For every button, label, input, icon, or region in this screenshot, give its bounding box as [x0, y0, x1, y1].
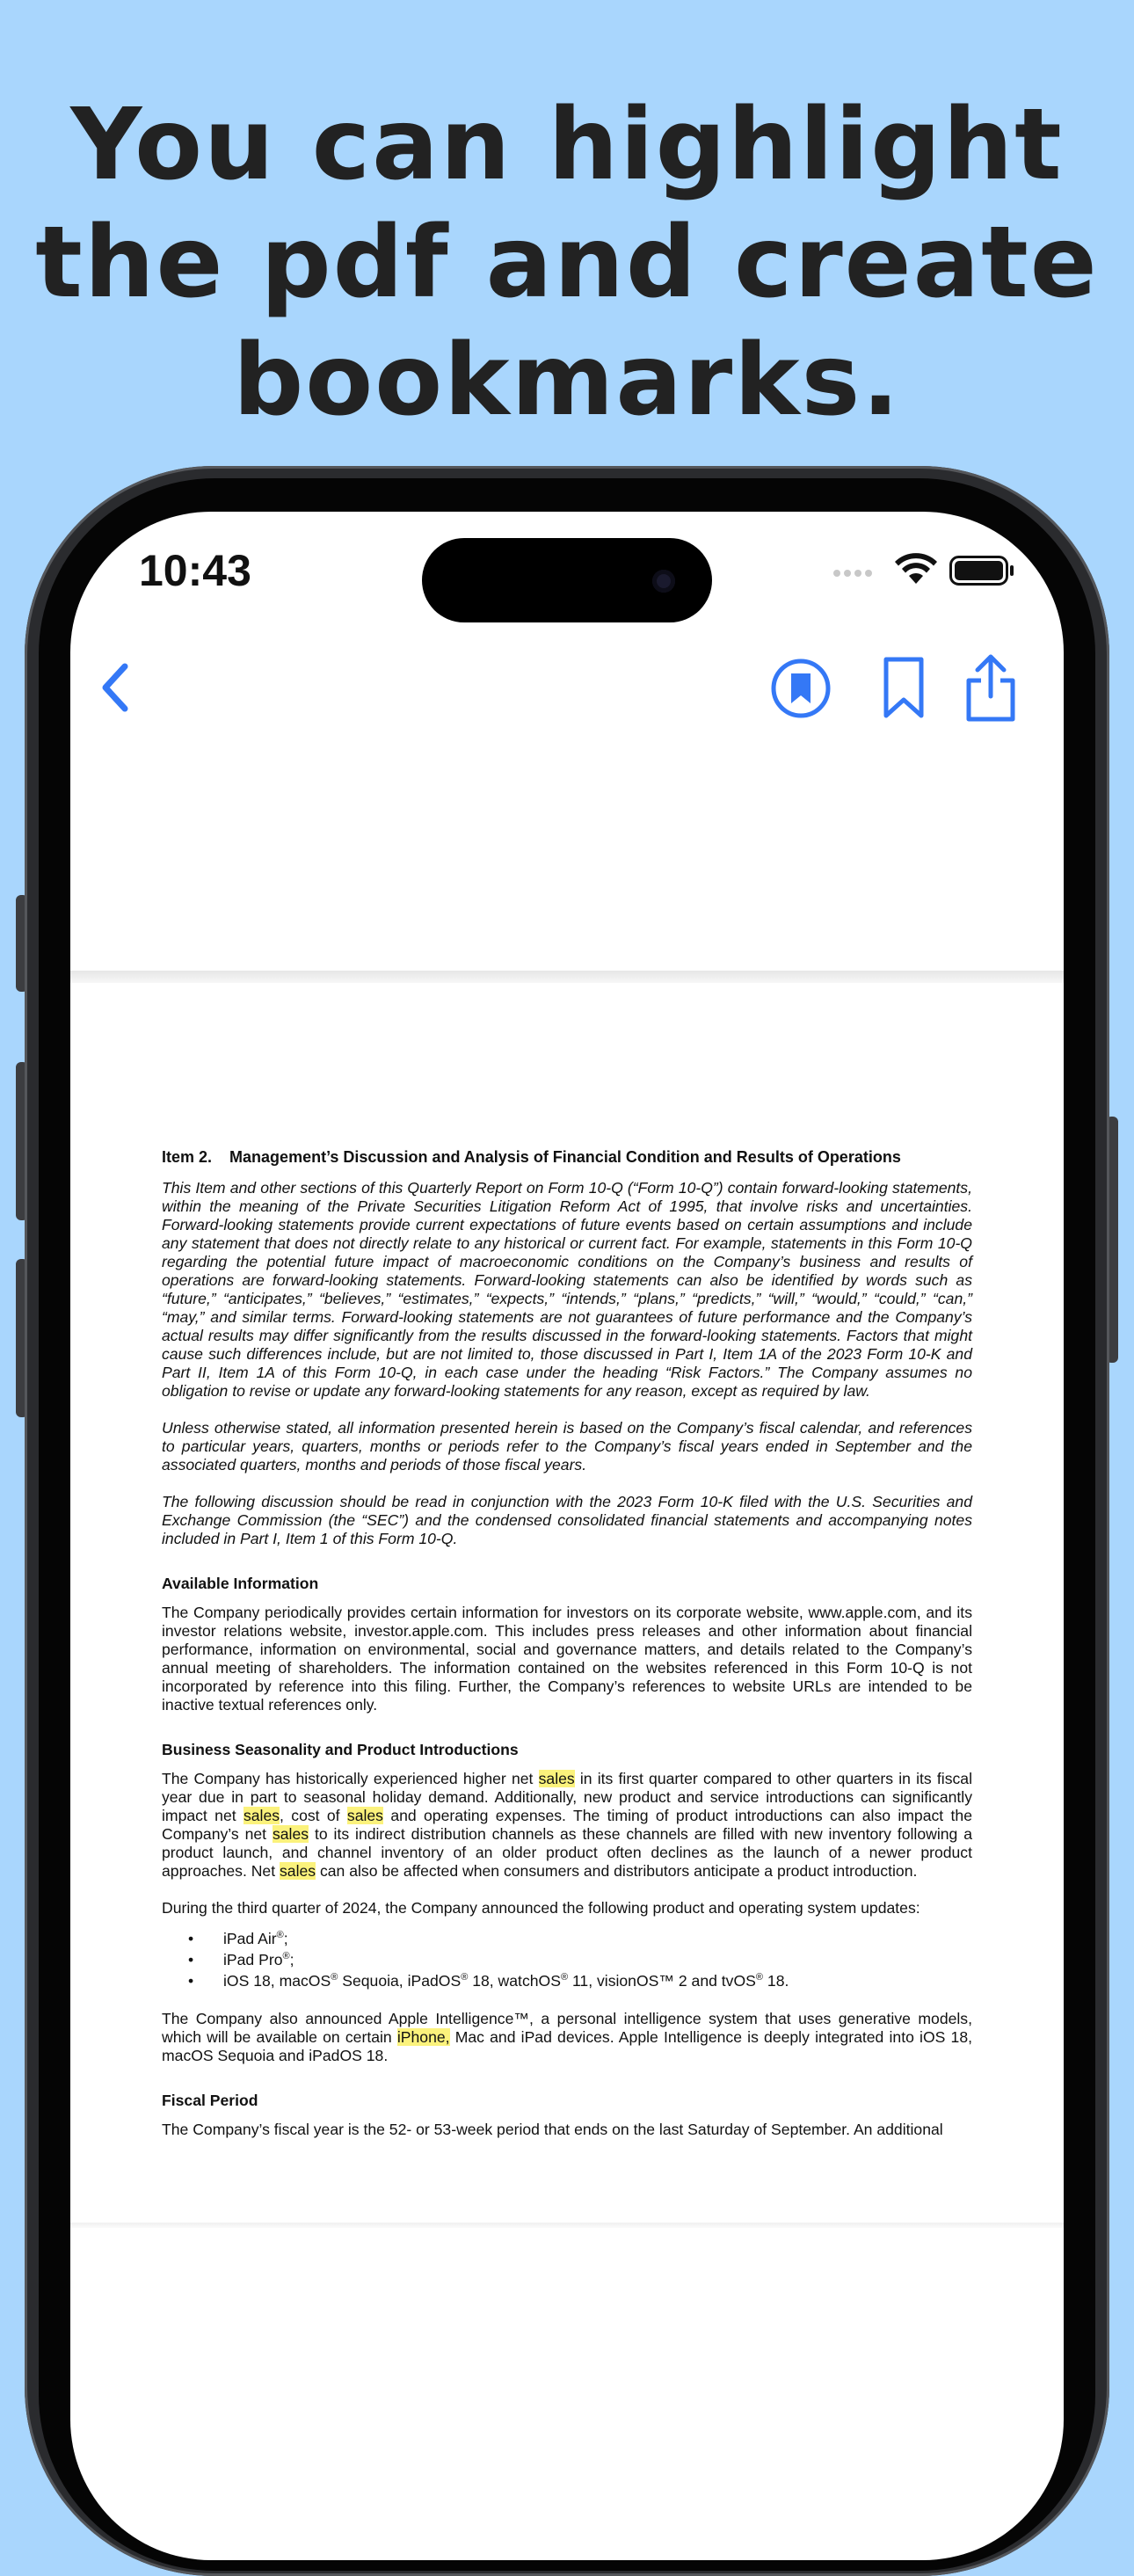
registered-mark: ® — [282, 1951, 290, 1962]
status-time: 10:43 — [139, 546, 251, 595]
text-run: to its indirect distribution channels as these channels are filled with new inventory following a product launch, and channel inventory of an older product often declines as the launch of a newer product approaches. Net — [162, 1825, 973, 1880]
list-item — [162, 1949, 972, 1970]
fiscal-period-paragraph: The Company’s fiscal year is the 52- or 53-week period that ends on the last Saturday of September. An additional — [162, 2121, 943, 2138]
text-run: iOS 18, macOS — [223, 1972, 331, 1990]
text-run: iPad Air — [223, 1930, 277, 1947]
dynamic-island — [422, 538, 712, 622]
wifi-icon — [895, 553, 937, 584]
page-separator — [70, 971, 1064, 983]
registered-mark: ® — [331, 1972, 338, 1983]
text-run: 18. — [763, 1972, 789, 1990]
back-button[interactable] — [90, 652, 142, 723]
registered-mark: ® — [755, 1972, 764, 1983]
share-button[interactable] — [960, 651, 1021, 724]
seasonality-paragraph — [162, 1770, 972, 1881]
third-quarter-paragraph: During the third quarter of 2024, the Company announced the following product and operating system updates: — [162, 1899, 920, 1917]
intro-paragraph-2: Unless otherwise stated, all information presented herein is based on the Company’s fiscal calendar, and references to particular years, quarters, months or periods refer to the Company’s fiscal years ended in September and the associated quarters, months and periods of those fiscal years. — [162, 1419, 972, 1474]
item-number: Item 2. — [162, 1148, 213, 1166]
registered-mark: ® — [276, 1930, 284, 1941]
promo-line-1: You can highlight — [70, 88, 1064, 202]
seasonality-heading: Business Seasonality and Product Introductions — [162, 1741, 519, 1758]
available-info-paragraph: The Company periodically provides certain information for investors on its corporate website, www.apple.com, and its investor relations website, investor.apple.com. This includes press releases and other information about financial performance, information on environmental, social and governance matters, and details related to the Company’s annual meeting of shareholders. The information contained on the websites referenced in this Form 10-Q is not incorporated by reference into this filing. Further, the Company’s references to website URLs are intended to be inactive textual references only. — [162, 1604, 972, 1714]
highlight-sales[interactable]: sales — [272, 1825, 309, 1843]
intro-paragraph-1: This Item and other sections of this Quarterly Report on Form 10-Q (“Form 10-Q”) contain forward-looking statements, within the meaning of the Private Securities Litigation Reform Act of 1995, that involve risks and uncertainties. Forward-looking statements provide current expectations of future events based on certain assumptions and include any statement that does not directly relate to any historical or current fact. For example, statements in this Form 10-Q regarding the potential future impact of macroeconomic conditions on the Company’s business and results of operations are forward-looking statements. Forward-looking statements can also be identified by words such as “future,” “anticipates,” “believes,” “estimates,” “expects,” “intends,” “plans,” “predicts,” “will,” “would,” “could,” “can,” “may,” and similar terms. Forward-looking statements are not guarantees of future performance and the Company’s actual results may differ significantly from the results discussed in the forward-looking statements. Factors that might cause such differences include, but are not limited to, those discussed in Part I, Item 1A of the 2023 Form 10-K and Part II, Item 1A of this Form 10-Q, in each case under the heading “Risk Factors.” The Company assumes no obligation to revise or update any forward-looking statements for any reason, except as required by law. — [162, 1179, 972, 1400]
text-run: iPad Pro — [223, 1951, 283, 1968]
list-item — [162, 1928, 972, 1949]
bookmarks-list-button[interactable] — [770, 658, 832, 719]
promo-headline — [0, 86, 1134, 440]
page-separator-bottom — [70, 2223, 1064, 2228]
promo-line-2: the pdf and create — [35, 206, 1099, 320]
intro-paragraph-3: The following discussion should be read in conjunction with the 2023 Form 10-K filed with the U.S. Securities and Exchange Commission (the “SEC”) and the condensed consolidated financial statements and accompanying notes included in Part I, Item 1 of this Form 10-Q. — [162, 1493, 972, 1547]
highlight-sales[interactable]: sales — [538, 1770, 575, 1787]
bookmark-icon — [877, 652, 930, 723]
highlight-sales[interactable]: sales — [346, 1807, 383, 1824]
text-run: The Company also announced Apple Intelligence™, a personal intelligence system that uses generative models, which will be available on certain — [162, 2010, 972, 2046]
registered-mark: ® — [560, 1972, 569, 1983]
add-bookmark-button[interactable] — [877, 652, 930, 723]
text-run: 11, visionOS™ 2 and tvOS — [568, 1972, 756, 1990]
bookmark-circle-icon — [770, 658, 832, 719]
text-run: Sequoia, iPadOS — [338, 1972, 462, 1990]
list-item — [162, 1970, 972, 1991]
fiscal-period-heading: Fiscal Period — [162, 2092, 258, 2109]
status-icons — [832, 552, 1025, 587]
highlight-iphone[interactable]: iPhone, — [396, 2028, 450, 2046]
text-run: , cost of — [280, 1807, 347, 1824]
item-heading — [162, 1148, 972, 1167]
signal-dots-icon — [833, 570, 872, 577]
text-run: 18, watchOS — [468, 1972, 561, 1990]
text-run: The Company has historically experienced higher net — [162, 1770, 539, 1787]
text-run: ; — [283, 1930, 288, 1947]
share-icon — [960, 651, 1021, 724]
intelligence-paragraph — [162, 2010, 972, 2065]
front-camera-icon — [652, 570, 675, 593]
registered-mark: ® — [461, 1972, 469, 1983]
battery-icon — [951, 557, 1014, 585]
promo-line-3: bookmarks. — [233, 324, 901, 438]
text-run: and operating expenses. The timing of product introductions can also impact the Company’s net — [162, 1807, 972, 1843]
text-run: ; — [289, 1951, 294, 1968]
text-run: Mac and iPad devices. Apple Intelligence is deeply integrated into iOS 18, macOS Sequoia and iPadOS 18. — [162, 2028, 973, 2064]
product-update-list — [162, 1928, 972, 1991]
chevron-left-icon — [90, 652, 142, 723]
text-run: in its first quarter compared to other quarters in its fiscal year due in part to seasonal holiday demand. Additionally, new product and service introductions can significantly impact net — [162, 1770, 972, 1824]
text-run: can also be affected when consumers and distributors anticipate a product introduction. — [316, 1862, 918, 1880]
item-title: Management’s Discussion and Analysis of Financial Condition and Results of Operations — [229, 1148, 901, 1166]
pdf-document-text[interactable] — [162, 1148, 972, 2139]
available-info-heading: Available Information — [162, 1575, 319, 1592]
highlight-sales[interactable]: sales — [243, 1807, 280, 1824]
highlight-sales[interactable]: sales — [280, 1862, 316, 1880]
